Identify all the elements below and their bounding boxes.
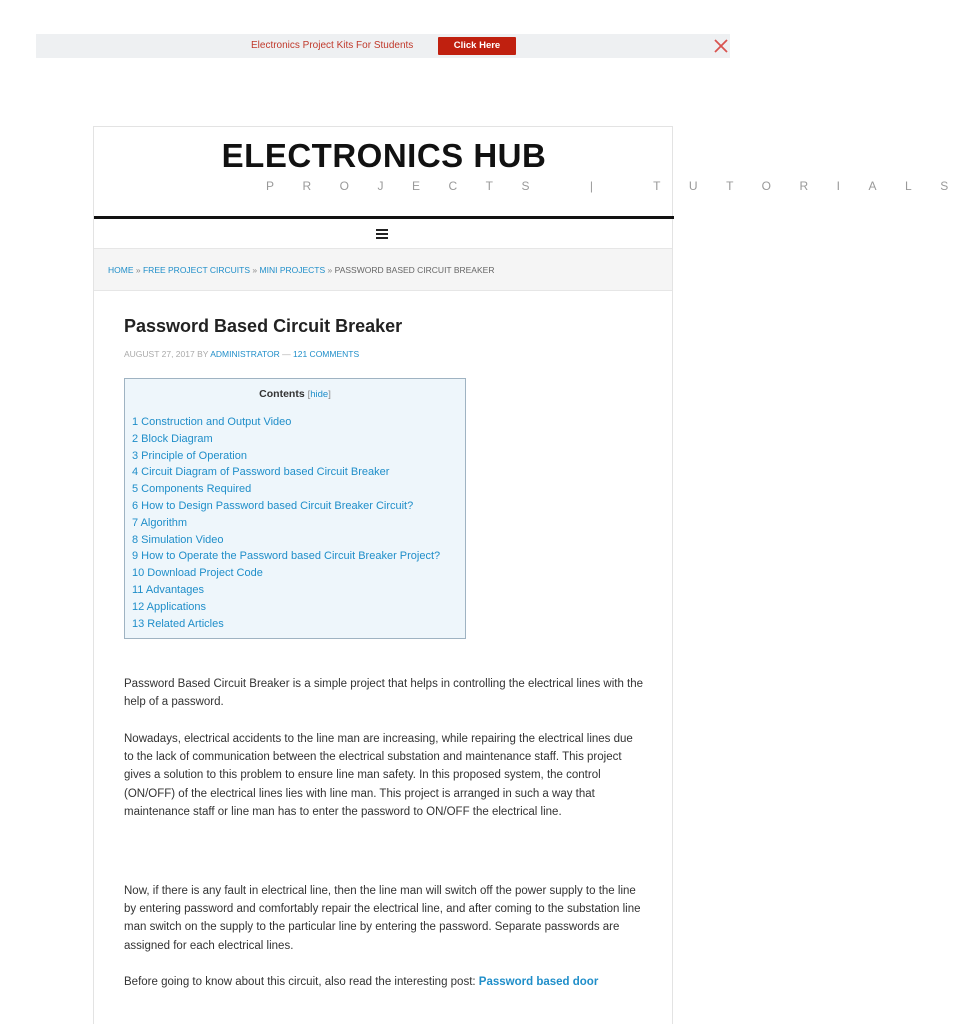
toc-item: [132, 498, 440, 515]
related-post-text: Before going to know about this circuit, also read the interesting post:: [124, 976, 479, 988]
promo-text: Electronics Project Kits For Students: [251, 40, 414, 51]
hamburger-menu-icon[interactable]: [376, 229, 388, 239]
body-paragraph-3: Now, if there is any fault in electrical line, then the line man will switch off the power supply to the line by entering password and comfortably repair the electrical line, and after coming to the substation line man switch on the supply to the particular line by entering the password. Separate passwords are assigned for each electrical lines.: [124, 885, 641, 952]
toc-item: [132, 414, 440, 431]
breadcrumb-home[interactable]: HOME: [108, 265, 134, 275]
intro-paragraph: Password Based Circuit Breaker is a simple project that helps in controlling the electrical lines with the help of a password.: [124, 678, 644, 709]
toc-link-10[interactable]: 10 Download Project Code: [132, 567, 263, 580]
toc-list: [132, 414, 440, 632]
toc-link-6[interactable]: 6 How to Design Password based Circuit Breaker Circuit?: [132, 499, 414, 512]
page-frame: [93, 126, 977, 1024]
table-of-contents: [124, 378, 466, 639]
toc-link-1[interactable]: 1 Construction and Output Video: [132, 416, 292, 428]
toc-title: Contents: [259, 388, 305, 400]
toc-link-5[interactable]: 5 Components Required: [132, 483, 252, 496]
meta-dash: —: [282, 349, 291, 359]
toc-link-8[interactable]: 8 Simulation Video: [132, 533, 224, 546]
click-here-button[interactable]: Click Here: [438, 37, 516, 55]
comments-link[interactable]: 121 COMMENTS: [293, 349, 360, 359]
toc-item: [132, 464, 440, 481]
body-paragraph-4: [124, 973, 644, 991]
related-post-link[interactable]: Password based door: [478, 976, 599, 988]
post-meta: [124, 349, 359, 359]
toc-link-3[interactable]: 3 Principle of Operation: [132, 449, 247, 462]
close-icon-glyph: [714, 39, 728, 53]
close-icon[interactable]: [711, 36, 731, 56]
post-date: AUGUST 27, 2017: [124, 349, 195, 359]
breadcrumb-separator: »: [327, 265, 333, 275]
toc-link-7[interactable]: 7 Algorithm: [132, 516, 188, 529]
toc-item: [132, 431, 440, 448]
breadcrumb-current: PASSWORD BASED CIRCUIT BREAKER: [334, 265, 495, 275]
post-by: BY: [197, 349, 209, 359]
toc-item: [132, 532, 440, 549]
toc-link-11[interactable]: 11 Advantages: [132, 583, 204, 596]
promo-bar: [36, 34, 730, 58]
toc-link-13[interactable]: 13 Related Articles: [132, 617, 224, 630]
toc-item: [132, 599, 440, 616]
breadcrumb-free-project-circuits[interactable]: FREE PROJECT CIRCUITS: [142, 265, 251, 275]
toc-item: [132, 565, 440, 582]
breadcrumb-mini-projects[interactable]: MINI PROJECTS: [259, 265, 326, 275]
breadcrumb: [94, 249, 672, 291]
author-link[interactable]: ADMINISTRATOR: [210, 349, 280, 359]
toc-item: [132, 582, 440, 599]
toc-link-9[interactable]: 9 How to Operate the Password based Circuit Breaker Project?: [132, 550, 441, 563]
nav-bar: [94, 219, 672, 249]
toc-link-2[interactable]: 2 Block Diagram: [132, 432, 213, 445]
breadcrumb-separator: »: [252, 265, 258, 275]
toc-item: [132, 448, 440, 465]
toc-link-12[interactable]: 12 Applications: [132, 600, 206, 613]
toc-item: [132, 515, 440, 532]
toc-heading: [125, 388, 465, 400]
body-paragraph-2: Nowadays, electrical accidents to the line man are increasing, while repairing the electrical lines due to the lack of communication between the electrical substation and maintenance staff. This project gives a solution to this problem to ensure line man safety. In this proposed system, the control (ON/OFF) of the electrical lines lies with line man. This project is arranged in such a way that maintenance staff or line man has to enter the password to ON/OFF the electrical line.: [124, 733, 633, 818]
toc-item: [132, 481, 440, 498]
toc-item: [132, 548, 440, 565]
toc-toggle: [hide]: [307, 389, 331, 400]
toc-hide-link[interactable]: hide: [310, 389, 329, 400]
page-title: Password Based Circuit Breaker: [124, 316, 403, 336]
toc-item: [132, 616, 440, 633]
site-tagline: PROJECTS | TUTORIALS: [266, 179, 977, 193]
site-title[interactable]: ELECTRONICS HUB: [221, 137, 547, 174]
breadcrumb-separator: »: [135, 265, 141, 275]
toc-link-4[interactable]: 4 Circuit Diagram of Password based Circuit Breaker: [132, 466, 390, 479]
